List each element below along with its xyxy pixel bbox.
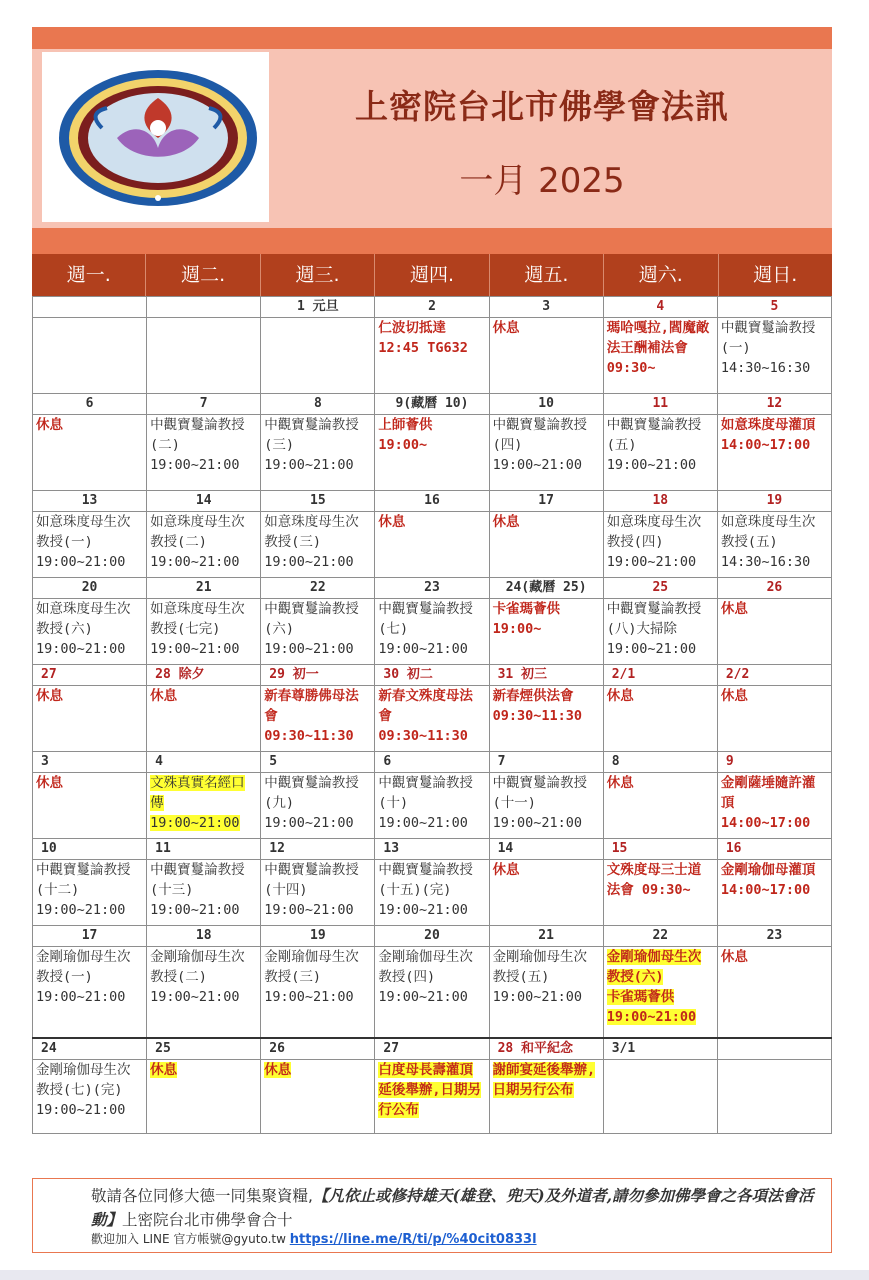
day-number: 23 — [717, 926, 831, 947]
day-event — [33, 599, 147, 665]
day-event — [375, 686, 489, 752]
weekday-4: 週四. — [375, 254, 489, 296]
week-event-row — [33, 947, 832, 1039]
day-number: 1 元旦 — [261, 297, 375, 318]
header-banner — [32, 49, 832, 228]
day-number: 22 — [261, 578, 375, 599]
event-text: 仁波切抵達 12:45 TG632 — [378, 320, 468, 356]
weekday-7: 週日. — [753, 264, 798, 286]
day-number: 3 — [33, 752, 147, 773]
middle-accent-bar — [32, 228, 832, 254]
day-number: 2 — [375, 297, 489, 318]
day-number: 7 — [489, 752, 603, 773]
day-number: 21 — [489, 926, 603, 947]
event-text: 中觀寶鬘論教授(一) 14:30~16:30 — [720, 320, 816, 376]
day-number: 25 — [147, 1038, 261, 1060]
day-number: 8 — [603, 752, 717, 773]
day-number: 18 — [147, 926, 261, 947]
event-text: 金剛瑜伽母灌頂 14:00~17:00 — [720, 862, 816, 898]
footer-warning: 【凡依止或修持雄天(雄登、兜天)及外道者,請勿參加佛學會之各項法會活動】 — [91, 1186, 814, 1229]
day-number: 27 — [33, 665, 147, 686]
event-text: 金剛瑜伽母生次教授(二) 19:00~21:00 — [150, 949, 245, 1005]
week-date-row — [33, 926, 832, 947]
event-text: 中觀寶鬘論教授(二) 19:00~21:00 — [150, 417, 245, 473]
day-event — [147, 599, 261, 665]
event-text: 中觀寶鬘論教授(十二) 19:00~21:00 — [36, 862, 131, 918]
day-number: 16 — [717, 839, 831, 860]
day-number: 11 — [603, 394, 717, 415]
day-number: 17 — [489, 491, 603, 512]
event-text: 休息 — [720, 601, 748, 617]
day-number: 22 — [603, 926, 717, 947]
day-number: 7 — [147, 394, 261, 415]
event-text: 上師薈供 19:00~ — [378, 417, 433, 453]
day-number: 2/1 — [603, 665, 717, 686]
day-number: 24(藏曆 25) — [489, 578, 603, 599]
line-account-text: 歡迎加入 LINE 官方帳號@gyuto.tw — [91, 1232, 290, 1246]
event-text: 金剛瑜伽母生次教授(四) 19:00~21:00 — [378, 949, 473, 1005]
event-text: 休息 — [492, 320, 520, 336]
event-text: 金剛瑜伽母生次教授(三) 19:00~21:00 — [264, 949, 359, 1005]
day-number: 29 初一 — [261, 665, 375, 686]
event-text: 如意珠度母生次教授(五) 14:30~16:30 — [720, 514, 816, 570]
day-number: 30 初二 — [375, 665, 489, 686]
event-text: 新春文殊度母法會 09:30~11:30 — [378, 688, 473, 744]
event-text: 如意珠度母生次教授(二) 19:00~21:00 — [150, 514, 245, 570]
event-text: 休息 — [606, 775, 634, 791]
weekday-1: 週一. — [32, 254, 146, 296]
day-number: 9 — [717, 752, 831, 773]
event-text: 如意珠度母生次教授(三) 19:00~21:00 — [264, 514, 359, 570]
day-event — [717, 512, 831, 578]
weekday-6: 週六. — [604, 254, 718, 296]
week-date-row — [33, 297, 832, 318]
day-number: 25 — [603, 578, 717, 599]
footer-invite: 敬請各位同修大德一同集聚資糧, — [91, 1187, 313, 1205]
event-text: 休息 — [36, 775, 63, 791]
calendar-table — [32, 296, 832, 1134]
day-event — [147, 512, 261, 578]
event-text: 中觀寶鬘論教授(七) 19:00~21:00 — [378, 601, 473, 657]
event-text: 金剛瑜伽母生次教授(五) 19:00~21:00 — [492, 949, 588, 1005]
day-number: 12 — [717, 394, 831, 415]
day-number: 23 — [375, 578, 489, 599]
day-event — [261, 773, 375, 839]
week-event-row — [33, 1060, 832, 1134]
event-text: 如意珠度母生次教授(一) 19:00~21:00 — [36, 514, 131, 570]
day-event — [603, 860, 717, 926]
day-number: 11 — [147, 839, 261, 860]
month-label: 一月 2025 — [459, 161, 625, 201]
day-event — [147, 860, 261, 926]
day-event — [261, 512, 375, 578]
page-title: 上密院台北市佛學會法訊 — [355, 87, 729, 126]
day-event — [603, 773, 717, 839]
day-event — [489, 599, 603, 665]
day-event — [717, 415, 831, 491]
event-text: 休息 — [150, 1062, 178, 1078]
event-text: 文殊度母三士道法會 09:30~ — [606, 862, 702, 898]
day-number: 28 除夕 — [147, 665, 261, 686]
event-text: 中觀寶鬘論教授(九) 19:00~21:00 — [264, 775, 359, 831]
day-event — [489, 947, 603, 1039]
event-text: 金剛瑜伽母生次教授(一) 19:00~21:00 — [36, 949, 131, 1005]
event-text: 新春尊勝佛母法會 09:30~11:30 — [264, 688, 359, 744]
day-event — [261, 860, 375, 926]
day-number: 10 — [489, 394, 603, 415]
week-date-row — [33, 491, 832, 512]
day-event — [603, 318, 717, 394]
event-text: 中觀寶鬘論教授(三) 19:00~21:00 — [264, 417, 359, 473]
event-text: 休息 — [492, 514, 520, 530]
week-event-row — [33, 512, 832, 578]
monastery-logo — [57, 68, 259, 208]
day-event — [33, 512, 147, 578]
day-event — [375, 1060, 489, 1134]
day-number: 3 — [489, 297, 603, 318]
event-text: 卡雀瑪薈供 19:00~ — [492, 601, 561, 637]
day-number: 14 — [147, 491, 261, 512]
bottom-edge — [0, 1270, 869, 1280]
week-date-row — [33, 394, 832, 415]
event-text: 休息 — [36, 417, 63, 433]
day-number: 8 — [261, 394, 375, 415]
line-link[interactable]: https://line.me/R/ti/p/%40cit0833l — [289, 1232, 537, 1247]
week-date-row — [33, 665, 832, 686]
event-text: 金剛薩埵隨許灌頂 14:00~17:00 — [720, 775, 816, 831]
day-event — [717, 860, 831, 926]
event-text: 謝師宴延後舉辦,日期另行公布 — [492, 1062, 596, 1098]
weekday-5: 週五. — [490, 254, 604, 296]
day-number: 31 初三 — [489, 665, 603, 686]
day-event — [261, 1060, 375, 1134]
day-number: 4 — [147, 752, 261, 773]
day-number: 5 — [261, 752, 375, 773]
day-number: 3/1 — [603, 1038, 717, 1060]
day-number: 6 — [33, 394, 147, 415]
day-event — [375, 773, 489, 839]
event-text: 中觀寶鬘論教授(八)大掃除 19:00~21:00 — [606, 601, 702, 657]
event-text: 金剛瑜伽母生次教授(六) 卡雀瑪薈供 19:00~21:00 — [606, 949, 702, 1025]
event-text: 休息 — [606, 688, 634, 704]
day-number — [717, 1038, 831, 1060]
day-number: 10 — [33, 839, 147, 860]
top-accent-bar — [32, 27, 832, 49]
day-event — [147, 318, 261, 394]
logo-container — [42, 52, 269, 222]
week-event-row — [33, 773, 832, 839]
day-event — [33, 947, 147, 1039]
day-event — [261, 947, 375, 1039]
day-event — [375, 318, 489, 394]
day-number: 19 — [261, 926, 375, 947]
event-text: 中觀寶鬘論教授(五) 19:00~21:00 — [606, 417, 702, 473]
day-number: 9(藏曆 10) — [375, 394, 489, 415]
footer-line-info — [91, 1230, 537, 1247]
week-date-row — [33, 752, 832, 773]
day-event — [261, 599, 375, 665]
day-number — [147, 297, 261, 318]
day-event — [489, 512, 603, 578]
day-number: 17 — [33, 926, 147, 947]
event-text: 中觀寶鬘論教授(十一) 19:00~21:00 — [492, 775, 588, 831]
day-event — [717, 1060, 831, 1134]
event-text: 休息 — [492, 862, 520, 878]
day-number: 4 — [603, 297, 717, 318]
day-number: 21 — [147, 578, 261, 599]
day-event — [717, 599, 831, 665]
day-number: 27 — [375, 1038, 489, 1060]
day-number: 5 — [717, 297, 831, 318]
week-event-row — [33, 686, 832, 752]
day-event — [717, 773, 831, 839]
event-text: 中觀寶鬘論教授(十) 19:00~21:00 — [378, 775, 473, 831]
event-text: 休息 — [720, 949, 748, 965]
event-text: 中觀寶鬘論教授(四) 19:00~21:00 — [492, 417, 588, 473]
event-text: 中觀寶鬘論教授(十五)(完) 19:00~21:00 — [378, 862, 473, 918]
day-event — [717, 318, 831, 394]
day-event — [147, 686, 261, 752]
day-event — [261, 318, 375, 394]
event-text: 白度母長壽灌頂延後舉辦,日期另行公布 — [378, 1062, 482, 1118]
week-event-row — [33, 599, 832, 665]
day-event — [603, 686, 717, 752]
footer-notice — [32, 1178, 832, 1253]
day-event — [33, 1060, 147, 1134]
week-date-row — [33, 578, 832, 599]
day-event — [33, 686, 147, 752]
event-text: 休息 — [378, 514, 406, 530]
day-number: 19 — [717, 491, 831, 512]
day-event — [603, 1060, 717, 1134]
day-number: 28 和平紀念 — [489, 1038, 603, 1060]
day-number: 13 — [33, 491, 147, 512]
day-event — [489, 415, 603, 491]
day-event — [261, 686, 375, 752]
day-event — [33, 318, 147, 394]
week-date-row — [33, 1038, 832, 1060]
event-text: 如意珠度母灌頂 14:00~17:00 — [720, 417, 816, 453]
day-event — [603, 415, 717, 491]
weekday-header — [32, 254, 832, 296]
day-event — [375, 415, 489, 491]
day-event — [717, 686, 831, 752]
day-number — [33, 297, 147, 318]
footer-signature: 上密院台北市佛學會合十 — [122, 1211, 293, 1229]
event-text: 休息 — [150, 688, 178, 704]
day-event — [603, 512, 717, 578]
day-number: 20 — [33, 578, 147, 599]
event-text: 休息 — [36, 688, 63, 704]
event-text: 文殊真實名經口傳 19:00~21:00 — [150, 775, 245, 831]
day-event — [33, 415, 147, 491]
event-text: 如意珠度母生次教授(四) 19:00~21:00 — [606, 514, 702, 570]
footer-notice-text — [91, 1184, 826, 1232]
day-event — [489, 686, 603, 752]
event-text: 如意珠度母生次教授(七完) 19:00~21:00 — [150, 601, 245, 657]
day-event — [375, 512, 489, 578]
day-event — [33, 773, 147, 839]
week-event-row — [33, 415, 832, 491]
day-number: 26 — [717, 578, 831, 599]
week-event-row — [33, 318, 832, 394]
day-event — [33, 860, 147, 926]
day-number: 16 — [375, 491, 489, 512]
weekday-2: 週二. — [146, 254, 260, 296]
day-event — [147, 415, 261, 491]
day-event — [717, 947, 831, 1039]
day-event — [489, 773, 603, 839]
day-number: 14 — [489, 839, 603, 860]
event-text: 中觀寶鬘論教授(十三) 19:00~21:00 — [150, 862, 245, 918]
day-event — [261, 415, 375, 491]
event-text: 中觀寶鬘論教授(六) 19:00~21:00 — [264, 601, 359, 657]
day-event — [147, 1060, 261, 1134]
day-event — [375, 860, 489, 926]
day-event — [147, 773, 261, 839]
week-event-row — [33, 860, 832, 926]
day-number: 15 — [261, 491, 375, 512]
day-number: 2/2 — [717, 665, 831, 686]
event-text: 瑪哈嘎拉,閻魔敵法王酬補法會 09:30~ — [606, 320, 710, 376]
day-event — [603, 947, 717, 1039]
day-number: 18 — [603, 491, 717, 512]
day-number: 26 — [261, 1038, 375, 1060]
day-event — [489, 860, 603, 926]
day-event — [375, 599, 489, 665]
day-number: 20 — [375, 926, 489, 947]
event-text: 金剛瑜伽母生次教授(七)(完) 19:00~21:00 — [36, 1062, 131, 1118]
day-event — [489, 318, 603, 394]
day-event — [147, 947, 261, 1039]
day-event — [375, 947, 489, 1039]
event-text: 休息 — [720, 688, 748, 704]
weekday-3: 週三. — [261, 254, 375, 296]
day-event — [489, 1060, 603, 1134]
event-text: 中觀寶鬘論教授(十四) 19:00~21:00 — [264, 862, 359, 918]
day-number: 24 — [33, 1038, 147, 1060]
day-event — [603, 599, 717, 665]
day-number: 13 — [375, 839, 489, 860]
event-text: 如意珠度母生次教授(六) 19:00~21:00 — [36, 601, 131, 657]
event-text: 休息 — [264, 1062, 292, 1078]
day-number: 12 — [261, 839, 375, 860]
event-text: 新春煙供法會 09:30~11:30 — [492, 688, 582, 724]
week-date-row — [33, 839, 832, 860]
day-number: 15 — [603, 839, 717, 860]
day-number: 6 — [375, 752, 489, 773]
